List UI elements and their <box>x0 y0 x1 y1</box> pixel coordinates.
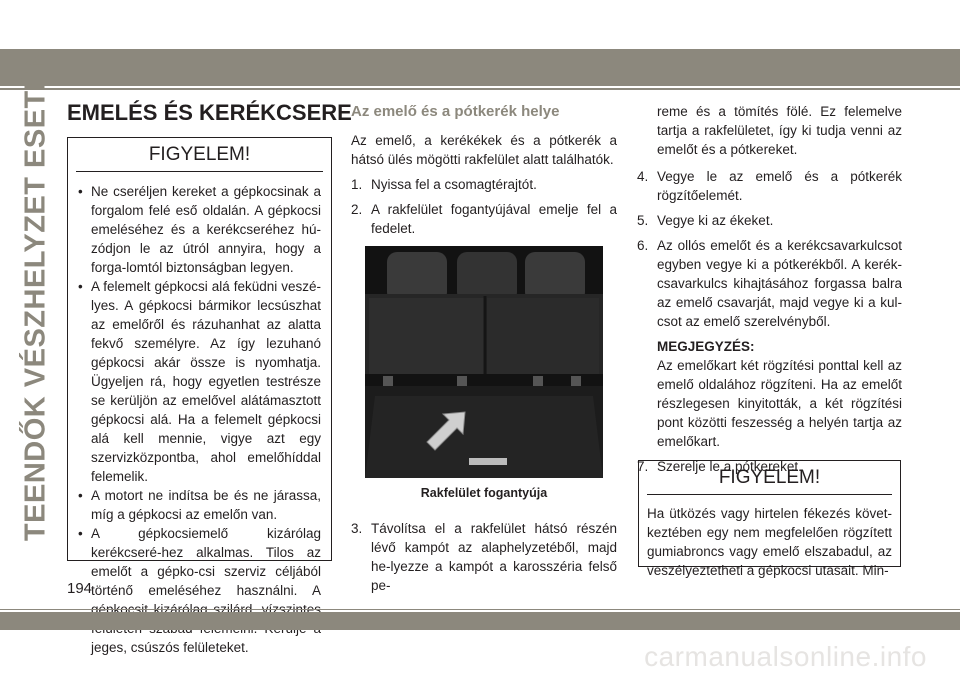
warning-title: FIGYELEM! <box>647 461 892 495</box>
step-7: 7. Szerelje le a pótkereket. <box>637 459 802 474</box>
warning-item: • A motort ne indítsa be és ne járassa, míg a gépkocsi az emelőn van. <box>78 486 321 524</box>
middle-column <box>351 102 617 601</box>
warning-box-2 <box>638 460 901 578</box>
page-heading: EMELÉS ÉS KERÉKCSERE <box>67 100 352 125</box>
cargo-floor-photo <box>365 246 603 478</box>
warning-item: • A felemelt gépkocsi alá feküdni veszé-lyes. A gépkocsi bármikor lecsúszhat az emelőről és rázuhanhat az alatta fekvő személyre. Az így lezuhanó gépkocsi akár össze is nyomhatja. Ügyeljen rá, hogy egyetlen testrésze se kerüljön az emelővel alátámasztott gépkocsi alá. Ha a felemelt gépkocsi alá kell mennie, vigye azt egy szervizközpontba, ahol emelőhíddal felemelik. <box>78 277 321 486</box>
intro-text: Az emelő, a kerékékek és a pótkerék a hátsó ülés mögötti rakfelület alatt találhatók. <box>351 133 617 167</box>
warning-text: Ha ütközés vagy hirtelen fékezés követ-keztében egy nem megfelelően rögzített gumiabroncs vagy emelő elszabadul, az veszélyeztetheti a gépkocsi utasait. Min- <box>647 506 892 578</box>
page-number: 194 <box>67 580 93 597</box>
bottom-band <box>0 612 960 630</box>
step-3: 3. Távolítsa el a rakfelület hátsó részén lévő kampót az alaphelyzetéből, majd he-lyezze a kampót a karosszéria felső pe- <box>351 521 617 593</box>
step-6: 6. Az ollós emelőt és a kerékcsavarkulcsot egyben vegye ki a pótkerékből. A kerék-csavarkulcs kihajtásához forgassa balra az emelő csavarját, majd vegye ki a kul-csot az emelő szerelvényből. <box>637 238 902 329</box>
warning-title: FIGYELEM! <box>76 138 323 172</box>
step-4: 4. Vegye le az emelő és a pótkerék rögzítőelemét. <box>637 169 902 203</box>
step-5: 5. Vegye ki az ékeket. <box>637 213 774 228</box>
cargo-floor-illustration <box>365 246 603 478</box>
warning-item: • Ne cseréljen kereket a gépkocsinak a forgalom felé eső oldalán. A gépkocsi emeléséhez és a kerékcseréhez hú-zódjon le az útról annyira, hogy a forga-lomtól biztonságban legyen. <box>78 182 321 277</box>
top-band-line <box>0 88 960 90</box>
section-title: Az emelő és a pótkerék helye <box>351 103 560 120</box>
figure-caption: Rakfelület fogantyúja <box>420 486 548 500</box>
step-1: 1. Nyissa fel a csomagtérajtót. <box>351 177 537 192</box>
bottom-band-line <box>0 609 960 610</box>
note-block <box>637 337 902 451</box>
warning-list <box>68 172 331 657</box>
note-title: MEGJEGYZÉS: <box>657 339 755 354</box>
top-band <box>0 49 960 86</box>
step-3-continued: reme és a tömítés fölé. Ez felemelve tartja a rakfelületet, így ki tudja venni az emelőt és a pótkereket. <box>657 104 902 157</box>
right-column <box>637 102 902 482</box>
warning-item: • A gépkocsiemelő kizárólag kerékcseré-hez alkalmas. Tilos az emelőt a gépko-csi szerviz céljából történő emeléséhez használni. A jeges, csúszós felületeket. <box>78 524 321 657</box>
watermark: carmanualsonline.info <box>644 641 927 672</box>
note-text: Az emelőkart két rögzítési ponttal kell az emelő oldalához rögzíteni. Ha az emelőt részlegesen kinyitották, a két rögzítési pont közötti feszesség a helyén tartja az emelőkart. <box>657 358 902 449</box>
side-chapter-title: TEENDŐK VÉSZHELYZET ESETÉN <box>19 48 52 542</box>
step-2: 2. A rakfelület fogantyújával emelje fel a fedelet. <box>351 202 617 236</box>
